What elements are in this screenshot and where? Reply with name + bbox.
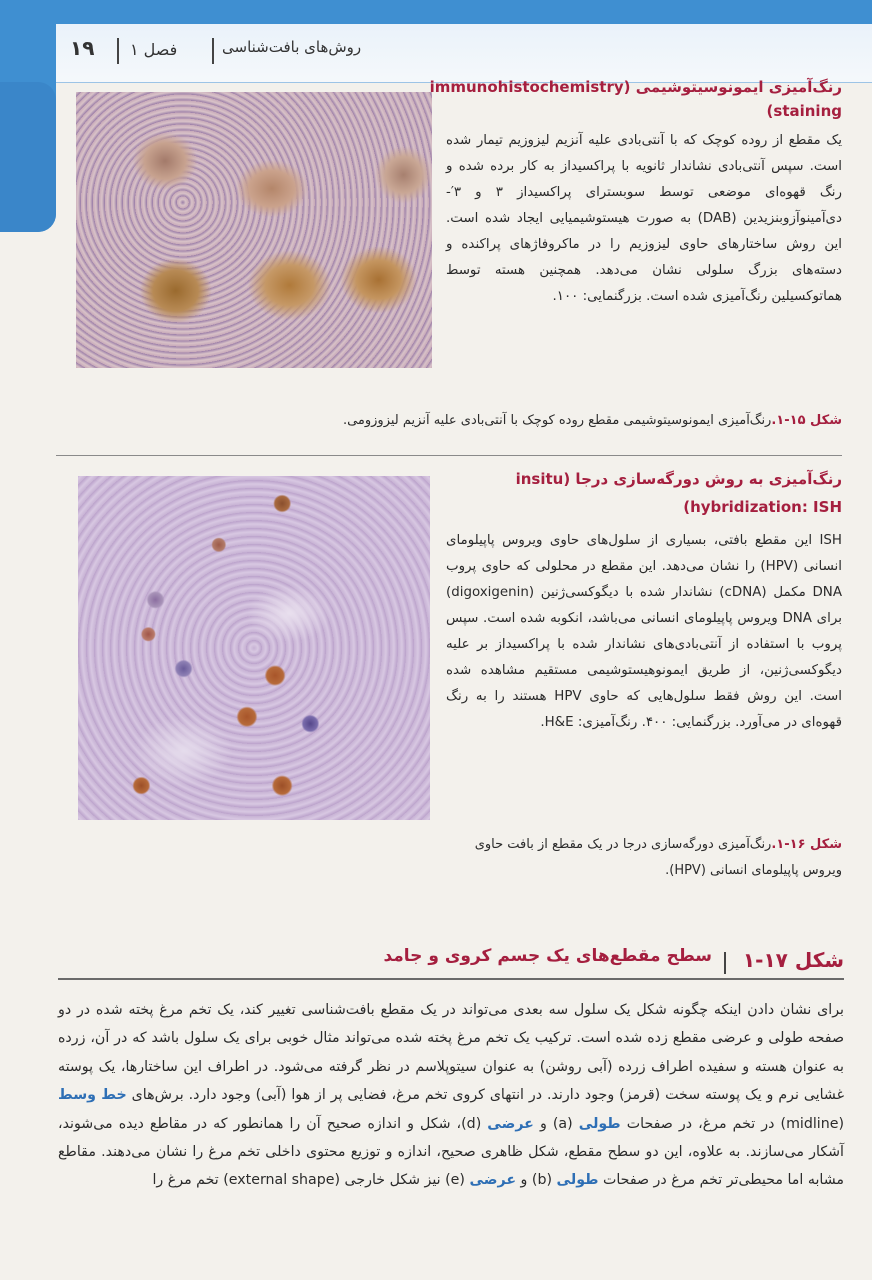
body-text-run: (midline) در تخم مرغ، در صفحات [620,1115,844,1132]
section-heading: رنگ‌آمیزی به روش دورگه‌سازی درجا (insitu [515,470,842,488]
caption-text: رنگ‌آمیزی دورگه‌سازی درجا در یک مقطع از بافت حاوی ویروس پاپیلومای انسانی (HPV). [474,837,842,878]
micrograph-immunohistochemistry [76,92,432,368]
section-heading: رنگ‌آمیزی ایمونوسیتوشیمی (immunohistochemistry [429,78,842,96]
body-text-run: (b) و [516,1172,557,1189]
section-heading-continued: hybridization: ISH) [683,498,842,516]
section-divider [56,455,842,456]
body-text-run: (e) نیز شکل خارجی (external shape) تخم مرغ را [152,1172,470,1189]
body-text-run: (d)، شکل و اندازه صحیح آن را همانطور که در مقاطع دیده می‌شوند، آشکار می‌سازند. به علاوه، این دو سطح مقطع، شکل ظاهری صحیح، اندازه و توزیع محتوی داخلی تخم مرغ را نشان می‌دهند. مقاطع مشابه اما محیطی‌تر تخم مرغ در صفحات [58,1115,844,1189]
figure-caption [282,408,842,434]
figure-title-rule [58,978,844,980]
micrograph-in-situ-hybridization [78,476,430,820]
top-color-band [0,0,872,24]
highlight-cross: عرضی [469,1172,517,1189]
body-text-run: برای نشان دادن اینکه چگونه شکل یک سلول سه بعدی می‌تواند در یک مقطع بافت‌شناسی تغییر کند، یک تخم مرغ پخته شده در دو صفحه طولی و عرضی مقطع زده شده است. ترکیب یک تخم مرغ پخته شده می‌تواند مثال خوبی برای یک سلول باشد که در آن، زرده به عنوان هسته و سفیده اطراف زرده (آبی روشن) به عنوان سیتوپلاسم در نظر گرفته می‌شود. در اطراف این ساختارها، یک پوسته غشایی نرم و یک پوسته سخت (قرمز) وجود دارند. در انتهای کروی تخم مرغ، فضایی پر از هوا (آبی) وجود دارد. برش‌های [58,1002,844,1104]
caption-label: شکل ۱۵-۱. [771,413,842,428]
section-body-text: ISH این مقطع بافتی، بسیاری از سلول‌های حاوی ویروس پاپیلومای انسانی (HPV) را نشان می‌دهد. این مقطع در محلولی که حاوی پروب DNA مکمل (cDNA) نشاندار شده با دیگوکسی‌ژنین (digoxigenin) برای DNA ویروس پاپیلومای انسانی می‌باشد، انکوبه شده است. سپس پروب با استفاده از آنتی‌بادی‌های نشاندار شده با پراکسیداز بر علیه دیگوکسی‌ژنین، از طریق ایمونوهیستوشیمی مستقیم مشاهده شده است. این روش فقط سلول‌هایی که حاوی HPV هستند را به رنگ قهوه‌ای در می‌آورد. بزرگنمایی: ۴۰۰. رنگ‌آمیزی: H&E. [446,533,842,730]
highlight-midline: خط وسط [58,1087,127,1104]
figure-title: سطح مقطع‌های یک جسم کروی و جامد [383,946,712,966]
body-text-run: (a) و [533,1115,579,1132]
figure-caption [446,832,842,884]
highlight-longitudinal: طولی [556,1172,599,1189]
chapter-label: فصل ۱ [130,40,178,59]
header-separator [117,38,119,64]
section-body-text: یک مقطع از روده کوچک که با آنتی‌بادی علیه آنزیم لیزوزیم تیمار شده است. سپس آنتی‌بادی نشاندار ثانویه با پراکسیداز به کار برده شده و رنگ قهوه‌ای موضعی توسط سوبسترای پراکسیداز ۳ و ۳′-دی‌آمینوآزوبنزیدین (DAB) به صورت هیستوشیمیایی ایجاد شده است. این روش ساختارهای حاوی لیزوزیم را در ماکروفاژهای پراکنده و دسته‌های بزرگ سلولی نشان می‌دهد. همچنین هسته توسط هماتوکسیلین رنگ‌آمیزی شده است. بزرگنمایی: ۱۰۰. [446,133,843,304]
caption-text: رنگ‌آمیزی ایمونوسیتوشیمی مقطع روده کوچک با آنتی‌بادی علیه آنزیم لیزوزومی. [342,413,772,428]
page-number: ۱۹ [70,36,95,60]
caption-label: شکل ۱۶-۱. [771,837,842,852]
figure-title-separator [724,952,726,974]
figure-title-bar [58,938,844,978]
section-heading-continued: staining) [766,102,842,120]
highlight-longitudinal: طولی [578,1115,621,1132]
running-title: روش‌های بافت‌شناسی [222,38,362,56]
header-separator [212,38,214,64]
figure-number: شکل ۱۷-۱ [742,948,844,972]
chapter-edge-tab-inner [0,82,56,232]
main-body-paragraph [58,996,844,1195]
highlight-cross: عرضی [487,1115,534,1132]
